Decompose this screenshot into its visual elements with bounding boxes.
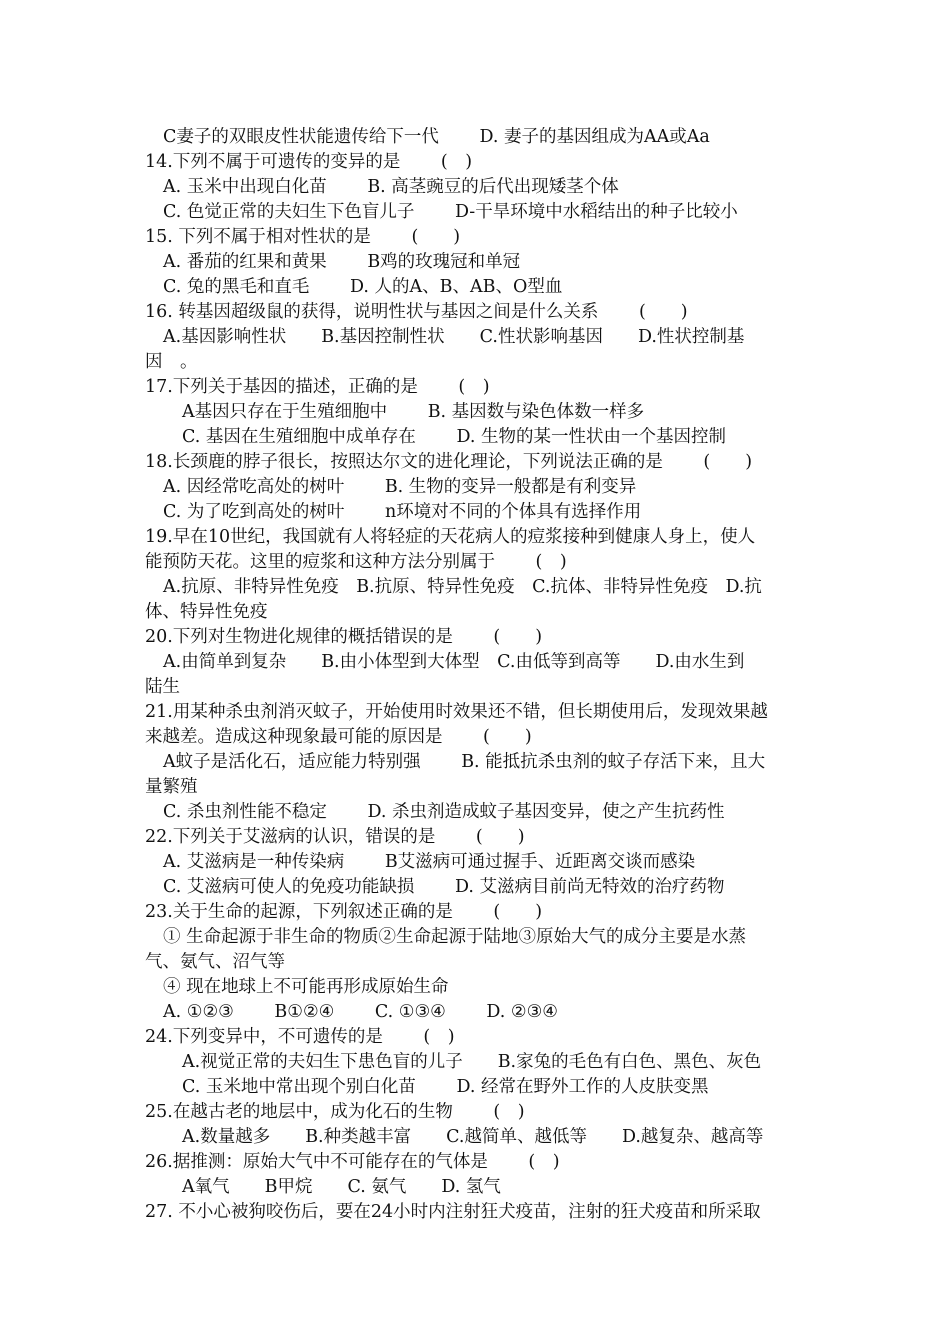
- text-line: A. 番茄的红果和黄果 B鸡的玫瑰冠和单冠: [163, 252, 521, 272]
- question-21: 21.用某种杀虫剂消灭蚊子，开始使用时效果还不错，但长期使用后，发现效果越: [145, 702, 768, 722]
- text-line: C. 玉米地中常出现个别白化苗 D. 经常在野外工作的人皮肤变黑: [182, 1077, 709, 1097]
- question-27: 27. 不小心被狗咬伤后，要在24小时内注射狂犬疫苗，注射的狂犬疫苗和所采取: [145, 1202, 761, 1222]
- text-line: C. 基因在生殖细胞中成单存在 D. 生物的某一性状由一个基因控制: [182, 427, 726, 447]
- text-line: ① 生命起源于非生命的物质②生命起源于陆地③原始大气的成分主要是水蒸: [163, 927, 747, 947]
- text-line: C. 兔的黑毛和直毛 D. 人的A、B、AB、O型血: [163, 277, 563, 297]
- text-line: C. 为了吃到高处的树叶 n环境对不同的个体具有选择作用: [163, 502, 642, 522]
- question-20: 20.下列对生物进化规律的概括错误的是 ( ): [145, 627, 543, 647]
- text-line: C. 色觉正常的夫妇生下色盲儿子 D-干旱环境中水稻结出的种子比较小: [163, 202, 738, 222]
- text-line: 陆生: [145, 677, 180, 697]
- text-line: A. ①②③ B①②④ C. ①③④ D. ②③④: [163, 1002, 558, 1022]
- question-23: 23.关于生命的起源，下列叙述正确的是 ( ): [145, 902, 543, 922]
- text-line: C妻子的双眼皮性状能遗传给下一代 D. 妻子的基因组成为AA或Aa: [163, 127, 710, 147]
- question-14: 14.下列不属于可遗传的变异的是 ( ): [145, 152, 473, 172]
- question-26: 26.据推测：原始大气中不可能存在的气体是 ( ): [145, 1152, 560, 1172]
- text-line: A氧气 B甲烷 C. 氨气 D. 氢气: [182, 1177, 501, 1197]
- question-22: 22.下列关于艾滋病的认识，错误的是 ( ): [145, 827, 525, 847]
- question-24: 24.下列变异中，不可遗传的是 ( ): [145, 1027, 455, 1047]
- text-line: A.抗原、非特异性免疫 B.抗原、特异性免疫 C.抗体、非特异性免疫 D.抗: [163, 577, 762, 597]
- question-19: 19.早在10世纪，我国就有人将轻症的天花病人的痘浆接种到健康人身上，使人: [145, 527, 756, 547]
- text-line: A.基因影响性状 B.基因控制性状 C.性状影响基因 D.性状控制基: [163, 327, 745, 347]
- text-line: A. 艾滋病是一种传染病 B艾滋病可通过握手、近距离交谈而感染: [163, 852, 696, 872]
- question-25: 25.在越古老的地层中，成为化石的生物 ( ): [145, 1102, 525, 1122]
- text-line: A基因只存在于生殖细胞中 B. 基因数与染色体数一样多: [182, 402, 645, 422]
- text-line: C. 艾滋病可使人的免疫功能缺损 D. 艾滋病目前尚无特效的治疗药物: [163, 877, 725, 897]
- text-line: 体、特异性免疫: [145, 602, 268, 622]
- question-18: 18.长颈鹿的脖子很长，按照达尔文的进化理论，下列说法正确的是 ( ): [145, 452, 753, 472]
- text-line: A. 因经常吃高处的树叶 B. 生物的变异一般都是有利变异: [163, 477, 637, 497]
- text-line: 量繁殖: [145, 777, 198, 797]
- question-17: 17.下列关于基因的描述，正确的是 ( ): [145, 377, 490, 397]
- text-line: A.数量越多 B.种类越丰富 C.越简单、越低等 D.越复杂、越高等: [182, 1127, 764, 1147]
- text-line: A.视觉正常的夫妇生下患色盲的儿子 B.家兔的毛色有白色、黑色、灰色: [182, 1052, 762, 1072]
- text-line: C. 杀虫剂性能不稳定 D. 杀虫剂造成蚊子基因变异，使之产生抗药性: [163, 802, 725, 822]
- text-line: 能预防天花。这里的痘浆和这种方法分别属于 ( ): [145, 552, 567, 572]
- text-line: A. 玉米中出现白化苗 B. 高茎豌豆的后代出现矮茎个体: [163, 177, 619, 197]
- text-line: 气、氨气、沼气等: [145, 952, 285, 972]
- text-line: 因 。: [145, 352, 198, 372]
- text-line: A.由简单到复杂 B.由小体型到大体型 C.由低等到高等 D.由水生到: [163, 652, 745, 672]
- question-16: 16. 转基因超级鼠的获得，说明性状与基因之间是什么关系 ( ): [145, 302, 688, 322]
- text-line: ④ 现在地球上不可能再形成原始生命: [163, 977, 449, 997]
- text-line: 来越差。造成这种现象最可能的原因是 ( ): [145, 727, 532, 747]
- question-15: 15. 下列不属于相对性状的是 ( ): [145, 227, 461, 247]
- text-line: A蚊子是活化石，适应能力特别强 B. 能抵抗杀虫剂的蚊子存活下来，且大: [163, 752, 766, 772]
